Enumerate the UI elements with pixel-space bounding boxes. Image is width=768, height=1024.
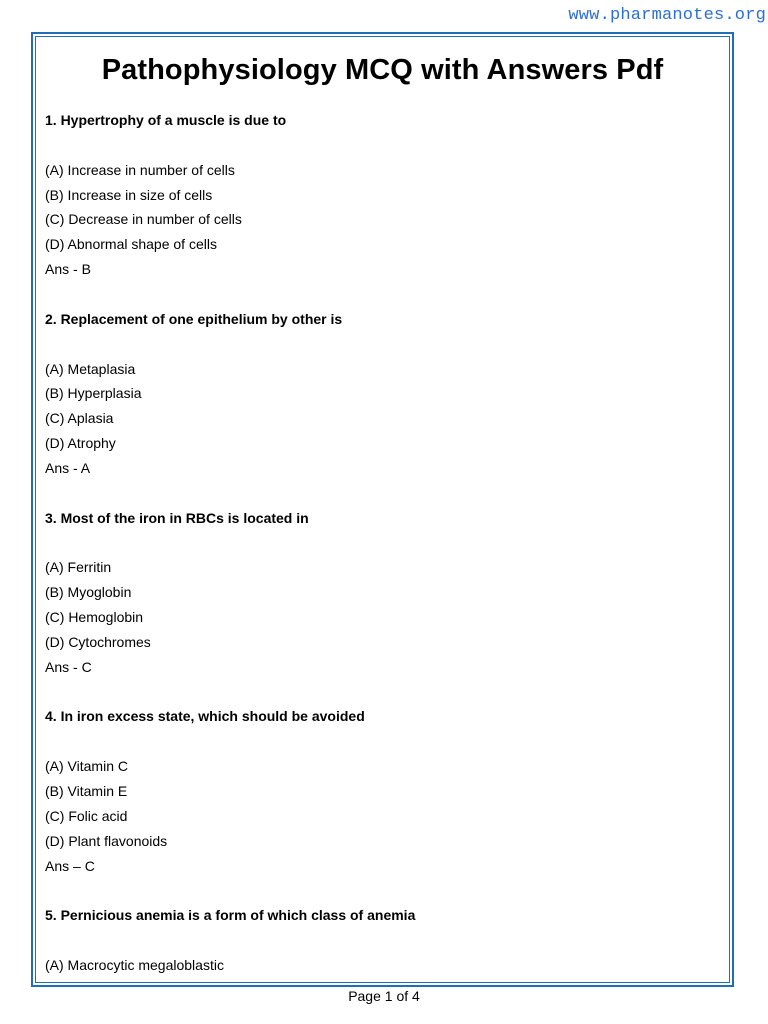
document-body	[45, 50, 720, 978]
question-text: 5. Pernicious anemia is a form of which class of anemia	[45, 907, 416, 924]
page-number: Page 1 of 4	[348, 988, 420, 1004]
question-text: 3. Most of the iron in RBCs is located in	[45, 509, 309, 526]
option-b: (B) Myoglobin	[45, 584, 132, 601]
question-4	[45, 704, 720, 878]
option-a: (A) Macrocytic megaloblastic	[45, 957, 224, 973]
option-d: (D) Cytochromes	[45, 634, 151, 651]
question-text: 2. Replacement of one epithelium by other is	[45, 310, 343, 327]
option-c: (C) Aplasia	[45, 410, 114, 427]
question-5	[45, 903, 720, 978]
option-a: (A) Ferritin	[45, 559, 112, 576]
option-b: (B) Vitamin E	[45, 783, 128, 800]
option-a: (A) Increase in number of cells	[45, 161, 235, 178]
option-d: (D) Atrophy	[45, 435, 116, 452]
answer-text: Ans - B	[45, 261, 91, 278]
site-url-link[interactable]: www.pharmanotes.org	[568, 6, 766, 25]
option-b: (B) Increase in size of cells	[45, 186, 213, 203]
option-b: (B) Hyperplasia	[45, 385, 142, 402]
option-a: (A) Vitamin C	[45, 758, 128, 775]
question-2	[45, 307, 720, 481]
option-d: (D) Plant flavonoids	[45, 832, 168, 849]
option-a: (A) Metaplasia	[45, 360, 136, 377]
option-d: (D) Abnormal shape of cells	[45, 236, 217, 253]
question-text: 1. Hypertrophy of a muscle is due to	[45, 112, 287, 128]
option-c: (C) Folic acid	[45, 807, 128, 824]
answer-text: Ans – C	[45, 857, 95, 874]
document-title: Pathophysiology MCQ with Answers Pdf	[101, 54, 664, 86]
option-c: (C) Hemoglobin	[45, 609, 144, 626]
question-text: 4. In iron excess state, which should be avoided	[45, 708, 365, 725]
answer-text: Ans - A	[45, 460, 91, 477]
answer-text: Ans - C	[45, 658, 92, 675]
option-c: (C) Decrease in number of cells	[45, 211, 242, 228]
question-1	[45, 108, 720, 282]
question-3	[45, 506, 720, 680]
